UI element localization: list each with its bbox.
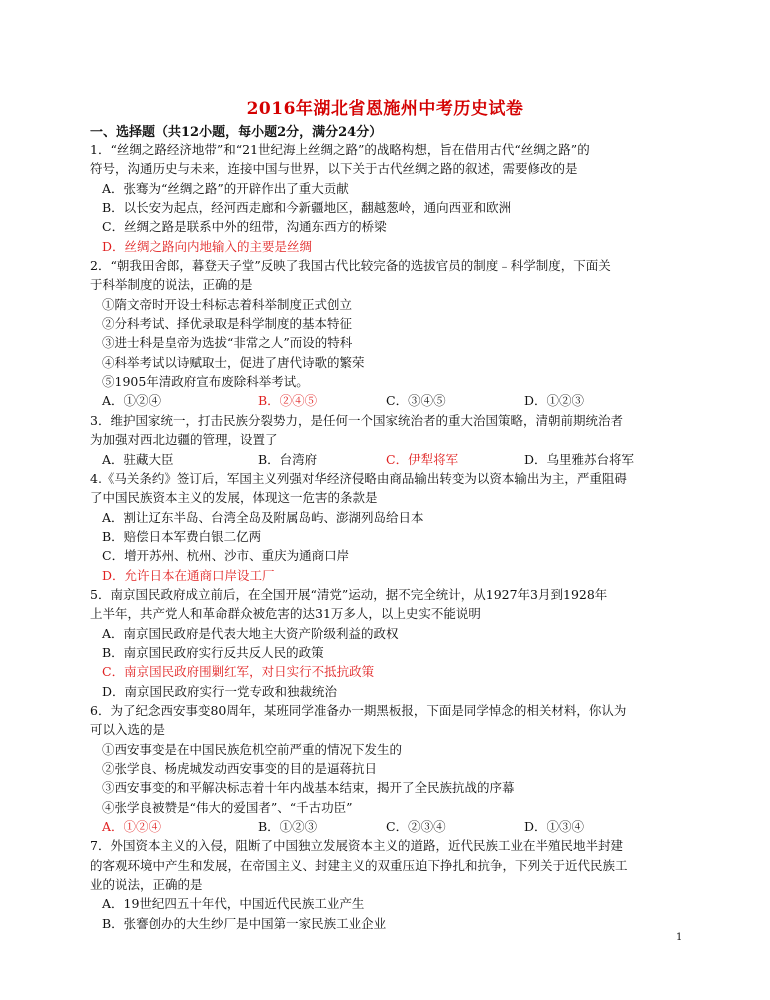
option-b: B．南京国民政府实行反共反人民的政策 <box>102 644 324 660</box>
option-d: D．①②③ <box>524 393 585 409</box>
question-stem: 符号，沟通历史与未来，连接中国与世界，以下关于古代丝绸之路的叙述，需要修改的是 <box>90 161 578 177</box>
option-a: A．割让辽东半岛、台湾全岛及附属岛屿、澎湖列岛给日本 <box>102 509 424 525</box>
option-c-answer: C．南京国民政府围剿红军，对日实行不抵抗政策 <box>102 664 375 680</box>
option-c: C．丝绸之路是联系中外的纽带，沟通东西方的桥梁 <box>102 219 387 235</box>
question-3 <box>90 411 690 469</box>
page-number: 1 <box>676 932 683 943</box>
question-stem: 3．维护国家统一，打击民族分裂势力，是任何一个国家统治者的重大治国策略，清朝前期统治者 <box>90 412 623 428</box>
question-stem: 1．“丝绸之路经济地带”和“21世纪海上丝绸之路”的战略构想，旨在借用古代“丝绸之路”的 <box>90 142 590 157</box>
question-stem: 5．南京国民政府成立前后，在全国开展“清党”运动，据不完全统计，从1927年3月到1928年 <box>90 586 608 602</box>
option-a: A．驻藏大臣 <box>102 451 174 467</box>
option-a-answer: A．①②④ <box>102 819 162 835</box>
question-stem: 为加强对西北边疆的管理，设置了 <box>90 432 278 448</box>
question-stem: 了中国民族资本主义的发展，体现这一危害的条款是 <box>90 490 378 506</box>
option-b: B．张謇创办的大生纱厂是中国第一家民族工业企业 <box>102 915 387 931</box>
question-stem: 可以入选的是 <box>90 722 166 738</box>
exam-title: 2016年湖北省恩施州中考历史试卷 <box>246 99 524 119</box>
option-c: C．②③④ <box>386 819 446 835</box>
question-7 <box>90 836 690 933</box>
statement-item: ③进士科是皇帝为选拔“非常之人”而设的特科 <box>102 335 353 351</box>
statement-item: ④张学良被赞是“伟大的爱国者”、“千古功臣” <box>102 799 353 815</box>
statement-item: ②张学良、杨虎城发动西安事变的目的是逼蒋抗日 <box>102 761 378 776</box>
statement-item: ②分科考试、择优录取是科学制度的基本特征 <box>102 316 353 332</box>
option-c: C．③④⑤ <box>386 393 446 409</box>
option-b: B．①②③ <box>258 819 318 835</box>
option-a: A．19世纪四五十年代，中国近代民族工业产生 <box>102 896 365 912</box>
question-stem: 于科举制度的说法，正确的是 <box>90 277 253 293</box>
question-5 <box>90 585 690 701</box>
option-d: D．①③④ <box>524 819 585 835</box>
options-row <box>90 450 690 469</box>
option-b: B．台湾府 <box>258 451 318 467</box>
section-heading: 一、选择题（共12小题，每小题2分，满分24分） <box>90 125 383 140</box>
option-a: A．张骞为“丝绸之路”的开辟作出了重大贡献 <box>102 180 349 196</box>
option-c: C．增开苏州、杭州、沙市、重庆为通商口岸 <box>102 548 350 564</box>
option-b: B．赔偿日本军费白银二亿两 <box>102 528 262 544</box>
question-6 <box>90 701 690 836</box>
option-b-answer: B．②④⑤ <box>258 393 318 409</box>
statement-item: ④科举考试以诗赋取士，促进了唐代诗歌的繁荣 <box>102 354 365 370</box>
statement-item: ⑤1905年清政府宣布废除科举考试。 <box>102 374 309 390</box>
question-1 <box>90 140 690 256</box>
question-stem: 7．外国资本主义的入侵，阻断了中国独立发展资本主义的道路，近代民族工业在半殖民地半封建 <box>90 838 623 854</box>
option-a: A．南京国民政府是代表大地主大资产阶级利益的政权 <box>102 625 399 641</box>
question-stem: 4.《马关条约》签订后，军国主义列强对华经济侵略由商品输出转变为以资本输出为主，严重阻碍 <box>90 470 627 486</box>
option-d-answer: D．允许日本在通商口岸设工厂 <box>102 567 275 583</box>
statement-item: ①隋文帝时开设士科标志着科举制度正式创立 <box>102 296 353 312</box>
options-row <box>90 391 690 410</box>
question-stem: 6．为了纪念西安事变80周年，某班同学准备办一期黑板报，下面是同学悼念的相关材料，你认为 <box>90 702 627 718</box>
question-list <box>90 140 690 933</box>
option-d: D．乌里雅苏台将军 <box>524 451 635 467</box>
statement-item: ③西安事变的和平解决标志着十年内战基本结束，揭开了全民族抗战的序幕 <box>102 780 515 796</box>
question-stem: 上半年，共产党人和革命群众被危害的达31万多人，以上史实不能说明 <box>90 606 481 622</box>
question-stem: 2．“朝我田舍郎，暮登天子堂”反映了我国古代比较完备的选拔官员的制度﹣科学制度，下面关 <box>90 258 611 274</box>
question-stem: 的客观环境中产生和发展，在帝国主义、封建主义的双重压迫下挣扎和抗争，下列关于近代民族工 <box>90 857 628 873</box>
option-d: D．南京国民政府实行一党专政和独裁统治 <box>102 683 338 699</box>
question-4 <box>90 469 690 585</box>
statement-item: ①西安事变是在中国民族危机空前严重的情况下发生的 <box>102 741 403 757</box>
option-a: A．①②④ <box>102 393 162 409</box>
question-stem: 业的说法，正确的是 <box>90 877 203 893</box>
question-2 <box>90 256 690 411</box>
options-row <box>90 817 690 836</box>
option-c-answer: C．伊犁将军 <box>386 451 459 467</box>
option-b: B．以长安为起点，经河西走廊和今新疆地区，翻越葱岭，通向西亚和欧洲 <box>102 200 512 216</box>
option-d-answer: D．丝绸之路向内地输入的主要是丝绸 <box>102 238 313 254</box>
